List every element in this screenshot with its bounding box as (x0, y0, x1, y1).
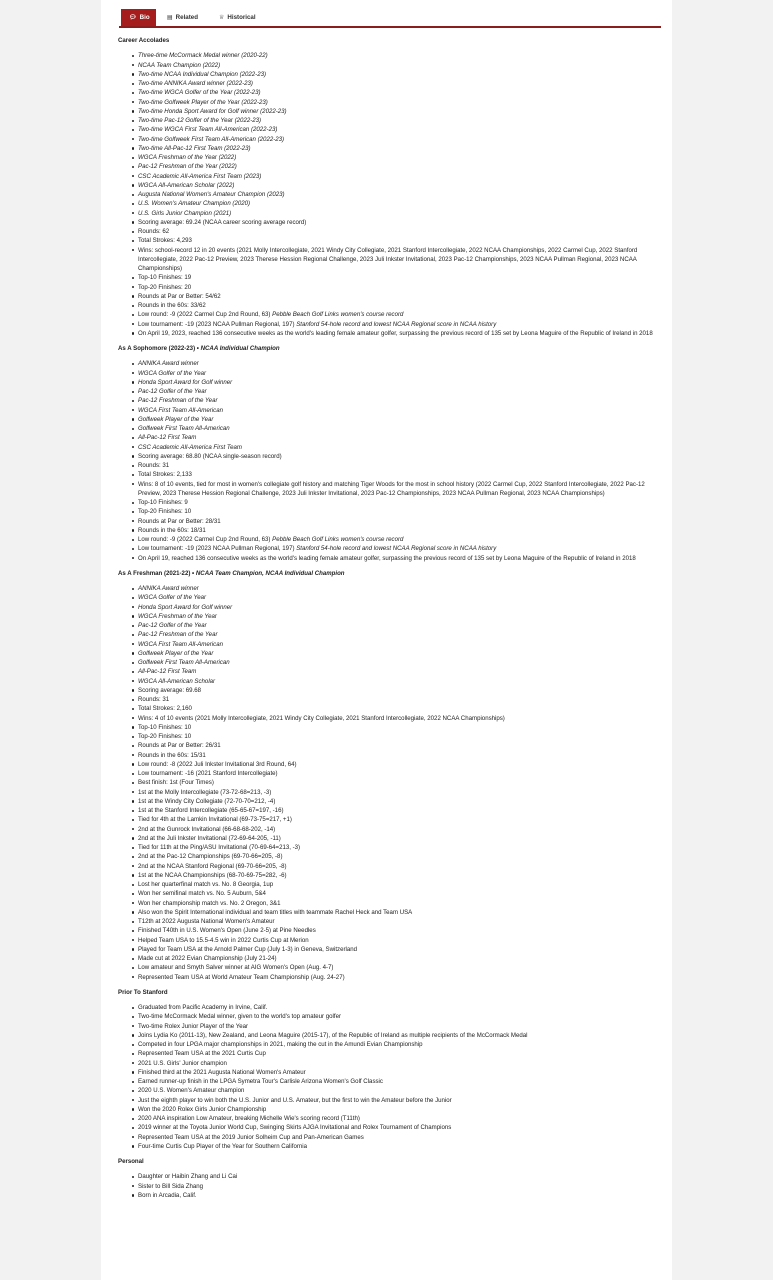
low-round-text: Low round: -9 (2022 Carmel Cup 2nd Round, 63) (138, 536, 273, 543)
list-item: ANNIKA Award winner (138, 584, 663, 593)
list-item: Lost her quarterfinal match vs. No. 8 Georgia, 1up (138, 880, 663, 889)
prior-list (118, 1003, 663, 1151)
list-item: Two-time Golfweek Player of the Year (2022-23) (138, 98, 663, 107)
list-item: Rounds in the 60s: 18/31 (138, 526, 663, 535)
list-item: Sister to Bill Sida Zhang (138, 1182, 663, 1191)
list-item: U.S. Women's Amateur Champion (2020) (138, 199, 663, 208)
tab-related[interactable] (159, 9, 209, 26)
list-item: Rounds in the 60s: 15/31 (138, 751, 663, 760)
list-item: Golfweek First Team All-American (138, 424, 663, 433)
list-item: Pac-12 Freshman of the Year (2022) (138, 162, 663, 171)
list-item: Top-10 Finishes: 10 (138, 723, 663, 732)
list-item: Pac-12 Golfer of the Year (138, 621, 663, 630)
list-item: Pac-12 Freshman of the Year (138, 396, 663, 405)
list-item: 2021 U.S. Girls' Junior champion (138, 1059, 663, 1068)
list-item: Rounds in the 60s: 33/62 (138, 301, 663, 310)
list-item: Two-time Golfweek First Team All-American (2022-23) (138, 135, 663, 144)
list-item: Rounds at Par or Better: 54/62 (138, 292, 663, 301)
list-item: On April 19, reached 136 consecutive weeks as the world's leading female amateur golfer, surpassing the previous record of 135 set by Leona Maguire of the Republic of Ireland in 2018 (138, 554, 663, 563)
list-item: Two-time Honda Sport Award for Golf winner (2022-23) (138, 107, 663, 116)
list-item: Wins: 8 of 10 events, tied for most in women's collegiate golf history and matching Tiger Woods for the most in school history (2022 Carmel Cup, 2022 Stanford Intercollegiate, 2022 Pac-12 Preview, 2023 Therese Hession Regional Challenge, 2023 Juli Inkster Invitational, 2023 Pac-12 Championships, 2023 NCAA Pullman Regional, 2023 NCAA Championships) (138, 480, 663, 499)
list-item: 2nd at the Gunrock Invitational (66-68-68-202, -14) (138, 825, 663, 834)
list-item (138, 310, 663, 319)
low-round-note: Pebble Beach Golf Links women's course record (272, 536, 404, 543)
list-item: Wins: school-record 12 in 20 events (2021 Molly Intercollegiate, 2021 Windy City Collegiate, 2021 Stanford Intercollegiate, 2022 NCAA Championships, 2022 Carmel Cup, 2022 Stanford Intercollegiate, 2022 Pac-12 Preview, 2023 Therese Hession Regional Challenge, 2023 Juli Inkster Invitational, 2023 Pac-12 Championships, 2023 NCAA Pullman Regional, 2023 NCAA Championships) (138, 246, 663, 274)
list-item: Represented Team USA at World Amateur Team Championship (Aug. 24-27) (138, 973, 663, 982)
sophomore-heading-honor: NCAA Individual Champion (200, 345, 280, 352)
list-item: Four-time Curtis Cup Player of the Year for Southern California (138, 1142, 663, 1151)
list-item: Pac-12 Golfer of the Year (138, 387, 663, 396)
list-item: WGCA Freshman of the Year (2022) (138, 153, 663, 162)
list-item: Competed in four LPGA major championships in 2021, making the cut in the Amundi Evian Championship (138, 1040, 663, 1049)
sophomore-list (118, 359, 663, 563)
list-item: 2020 ANA inspiration Low Amateur, breaking Michelle Wie's scoring record (T11th) (138, 1114, 663, 1123)
list-item: Two-time NCAA Individual Champion (2022-23) (138, 70, 663, 79)
bio-page (101, 0, 672, 1280)
prior-to-stanford-heading: Prior To Stanford (118, 988, 168, 996)
personal-list (118, 1172, 663, 1200)
list-item: Finished third at the 2021 Augusta National Women's Amateur (138, 1068, 663, 1077)
list-item: All-Pac-12 First Team (138, 667, 663, 676)
list-item: All-Pac-12 First Team (138, 433, 663, 442)
list-item: Born in Arcadia, Calif. (138, 1191, 663, 1200)
list-item: Two-time WGCA First Team All-American (2022-23) (138, 125, 663, 134)
freshman-heading (118, 569, 663, 578)
list-item: Joins Lydia Ko (2011-13), New Zealand, and Leona Maguire (2015-17), of the Republic of Ireland as multiple recipients of the McCormack Medal (138, 1031, 663, 1040)
list-item: WGCA First Team All-American (138, 406, 663, 415)
personal-heading: Personal (118, 1158, 144, 1165)
list-item: 2nd at the NCAA Stanford Regional (69-70-66=205, -8) (138, 862, 663, 871)
career-list (118, 51, 663, 338)
list-item: Won the 2020 Rolex Girls Junior Championship (138, 1105, 663, 1114)
list-item: Represented Team USA at the 2021 Curtis Cup (138, 1049, 663, 1058)
list-item: WGCA All-American Scholar (138, 677, 663, 686)
list-item: Finished T40th in U.S. Women's Open (June 2-5) at Pine Needles (138, 926, 663, 935)
list-item: Wins: 4 of 10 events (2021 Molly Intercollegiate, 2021 Windy City Collegiate, 2021 Stanford Intercollegiate, 2022 NCAA Championships) (138, 714, 663, 723)
list-item: Two-time WGCA Golfer of the Year (2022-23) (138, 88, 663, 97)
list-item: Total Strokes: 2,160 (138, 704, 663, 713)
list-item: 2020 U.S. Women's Amateur champion (138, 1086, 663, 1095)
list-item: Top-10 Finishes: 9 (138, 498, 663, 507)
list-item: Low round: -8 (2022 Juli Inkster Invitational 3rd Round, 64) (138, 760, 663, 769)
tab-bio-label: Bio (139, 14, 150, 21)
bio-content (118, 36, 663, 1200)
list-item: 1st at the Stanford Intercollegiate (65-65-67=197, -16) (138, 806, 663, 815)
list-item: WGCA Golfer of the Year (138, 593, 663, 602)
list-item: Earned runner-up finish in the LPGA Symetra Tour's Carlisle Arizona Women's Golf Classic (138, 1077, 663, 1086)
list-item: CSC Academic All-America First Team (138, 443, 663, 452)
list-item: Golfweek Player of the Year (138, 415, 663, 424)
low-round-text: Low round: -9 (2022 Carmel Cup 2nd Round, 63) (138, 311, 273, 319)
freshman-heading-text: As A Freshman (2021-22) • (118, 569, 195, 577)
list-item: Rounds: 31 (138, 461, 663, 470)
low-tournament-note: Stanford 54-hole record and lowest NCAA Regional score in NCAA history (296, 545, 497, 553)
list-item: Two-time All-Pac-12 First Team (2022-23) (138, 144, 663, 153)
list-item: Low tournament: -16 (2021 Stanford Intercollegiate) (138, 769, 663, 778)
list-item: ANNIKA Award winner (138, 359, 663, 368)
list-item: CSC Academic All-America First Team (2023) (138, 172, 663, 181)
freshman-heading-honor: NCAA Team Champion, NCAA Individual Champion (195, 569, 345, 577)
list-item: Augusta National Women's Amateur Champion (2023) (138, 190, 663, 199)
list-item: 2019 winner at the Toyota Junior World Cup, Swinging Skirts AJGA Invitational and Rolex Tournament of Champions (138, 1123, 663, 1132)
list-item: Total Strokes: 4,293 (138, 236, 663, 245)
list-item (138, 544, 663, 553)
list-item: On April 19, 2023, reached 136 consecutive weeks as the world's leading female amateur golfer, surpassing the previous record of 135 set by Leona Maguire of the Republic of Ireland in 2018 (138, 329, 663, 338)
news-icon: ▤ (167, 15, 173, 21)
list-item: Represented Team USA at the 2019 Junior Solheim Cup and Pan-American Games (138, 1133, 663, 1142)
tab-bar (119, 8, 661, 28)
list-item: WGCA Golfer of the Year (138, 369, 663, 378)
list-item: Top-20 Finishes: 20 (138, 283, 663, 292)
list-item: Two-time Rolex Junior Player of the Year (138, 1022, 663, 1031)
career-accolades-heading: Career Accolades (118, 37, 170, 44)
list-item: Just the eighth player to win both the U.S. Junior and U.S. Amateur, but the first to win the Amateur before the Junior (138, 1096, 663, 1105)
list-item: 2nd at the Pac-12 Championships (69-70-66=205, -8) (138, 852, 663, 861)
list-item: U.S. Girls Junior Champion (2021) (138, 209, 663, 218)
sophomore-heading (118, 344, 663, 353)
tab-historical-label: Historical (227, 14, 256, 21)
list-item: Honda Sport Award for Golf winner (138, 378, 663, 387)
tab-historical[interactable] (211, 9, 271, 26)
list-item: Two-time ANNIKA Award winner (2022-23) (138, 79, 663, 88)
list-item: WGCA Freshman of the Year (138, 612, 663, 621)
list-item (138, 320, 663, 329)
list-item: Three-time McCormack Medal winner (2020-22) (138, 51, 663, 60)
list-item: Rounds at Par or Better: 28/31 (138, 517, 663, 526)
list-item: T12th at 2022 Augusta National Women's Amateur (138, 917, 663, 926)
sophomore-heading-text: As A Sophomore (2022-23) • (118, 345, 199, 352)
list-item: Low amateur and Smyth Salver winner at AIG Women's Open (Aug. 4-7) (138, 963, 663, 972)
list-item: Graduated from Pacific Academy in Irvine, Calif. (138, 1003, 663, 1012)
tab-related-label: Related (175, 14, 199, 21)
list-item: Top-20 Finishes: 10 (138, 507, 663, 516)
list-item: NCAA Team Champion (2022) (138, 61, 663, 70)
list-item (138, 535, 663, 544)
low-round-note: Pebble Beach Golf Links women's course record (272, 311, 404, 319)
list-item: Rounds: 31 (138, 695, 663, 704)
list-item: 1st at the NCAA Championships (68-70-69-75=282, -6) (138, 871, 663, 880)
list-item: Golfweek First Team All-American (138, 658, 663, 667)
list-item: Made cut at 2022 Evian Championship (July 21-24) (138, 954, 663, 963)
freshman-list (118, 584, 663, 982)
list-item: Won her semifinal match vs. No. 5 Auburn, 5&4 (138, 889, 663, 898)
list-item: 1st at the Molly Intercollegiate (73-72-68=213, -3) (138, 788, 663, 797)
trophy-icon: ♕ (219, 15, 225, 21)
list-item: Two-time McCormack Medal winner, given to the world's top amateur golfer (138, 1012, 663, 1021)
low-tournament-text: Low tournament: -19 (2023 NCAA Pullman Regional, 197) (138, 320, 297, 328)
tab-bio[interactable] (121, 9, 156, 26)
list-item: Total Strokes: 2,133 (138, 470, 663, 479)
low-tournament-text: Low tournament: -19 (2023 NCAA Pullman Regional, 197) (138, 545, 297, 553)
list-item: Pac-12 Freshman of the Year (138, 630, 663, 639)
list-item: Two-time Pac-12 Golfer of the Year (2022-23) (138, 116, 663, 125)
list-item: Played for Team USA at the Arnold Palmer Cup (July 1-3) in Geneva, Switzerland (138, 945, 663, 954)
list-item: Rounds: 62 (138, 227, 663, 236)
list-item: Tied for 11th at the Ping/ASU Invitational (70-69-64=213, -3) (138, 843, 663, 852)
list-item: 1st at the Windy City Collegiate (72-70-70=212, -4) (138, 797, 663, 806)
list-item: Daughter or Haibin Zhang and Li Cai (138, 1172, 663, 1181)
list-item: Tied for 4th at the Lamkin Invitational (69-73-75=217, +1) (138, 815, 663, 824)
list-item: Top-10 Finishes: 19 (138, 273, 663, 282)
list-item: WGCA First Team All-American (138, 640, 663, 649)
list-item: Top-20 Finishes: 10 (138, 732, 663, 741)
chat-bubble-icon: 💬︎ (129, 15, 137, 21)
list-item: WGCA All-American Scholar (2022) (138, 181, 663, 190)
list-item: Won her championship match vs. No. 2 Oregon, 3&1 (138, 899, 663, 908)
low-tournament-note: Stanford 54-hole record and lowest NCAA Regional score in NCAA history (296, 320, 497, 328)
list-item: Also won the Spirit International individual and team titles with teammate Rachel Heck and Team USA (138, 908, 663, 917)
list-item: Scoring average: 69.24 (NCAA career scoring average record) (138, 218, 663, 227)
list-item: Golfweek Player of the Year (138, 649, 663, 658)
list-item: Rounds at Par or Better: 26/31 (138, 741, 663, 750)
list-item: Best finish: 1st (Four Times) (138, 778, 663, 787)
list-item: Scoring average: 69.68 (138, 686, 663, 695)
list-item: Scoring average: 68.80 (NCAA single-season record) (138, 452, 663, 461)
list-item: Honda Sport Award for Golf winner (138, 603, 663, 612)
list-item: 2nd at the Juli Inkster Invitational (72-69-64-205, -11) (138, 834, 663, 843)
list-item: Helped Team USA to 15.5-4.5 win in 2022 Curtis Cup at Merion (138, 936, 663, 945)
